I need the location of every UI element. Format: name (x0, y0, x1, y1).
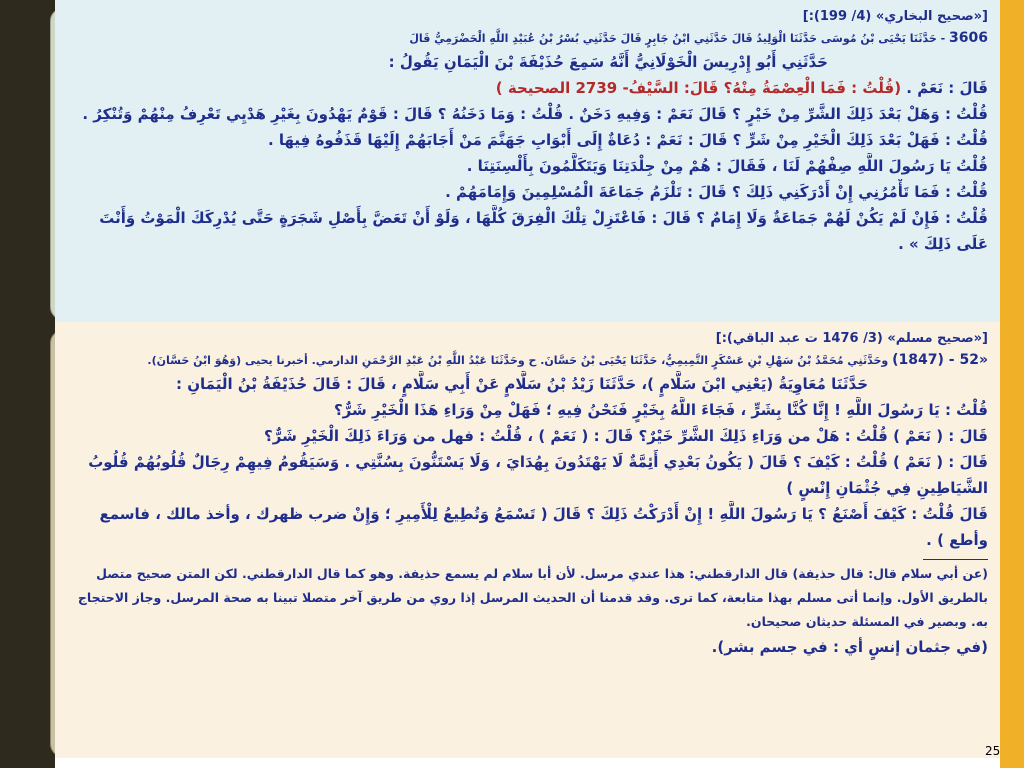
footnote-separator (923, 559, 988, 560)
hadith-number: 3606 (949, 30, 988, 46)
footnote-2: (في جثمان إنسٍ أي : في جسم بشر). (711, 638, 988, 656)
bukhari-isnad: حَدَّثَنَا يَحْيَى بْنُ مُوسَى حَدَّثَنَا الْوَلِيدُ قَالَ حَدَّثَنِي ابْنُ جَابِرٍ قَالَ حَدَّثَنِي بُسْرُ بْنُ عُبَيْدِ اللَّهِ الْحَضْرَمِيُّ قَالَ (409, 32, 937, 45)
page-number: 25 (985, 744, 1001, 758)
bukhari-line-2 (67, 75, 988, 101)
muslim-panel (55, 322, 1000, 758)
left-dark-bar (0, 0, 55, 768)
bukhari-source: [«صحيح البخاري» (4/ 199):] (802, 9, 988, 24)
muslim-line-4: قَالَ : ( نَعَمْ ) قُلْتُ : كَيْفَ ؟ قَالَ ( يَكُونُ بَعْدِي أَئِمَّةٌ لَا يَهْتَدُونَ بِهُدَايَ ، وَلَا يَسْتَنُّونَ بِسُنَّتِي . وَسَيَقُومُ فِيهِمْ رِجَالٌ قُلُوبُهُمْ قُلُوبُ الشَّيَاطِينِ فِي جُثْمَانِ إِنْسٍ ) (88, 453, 988, 497)
muslim-line-1: حَدَّثَنَا مُعَاوِيَةُ (يَعْنِي ابْنَ سَلَّامٍ )، حَدَّثَنَا زَيْدُ بْنُ سَلَّامٍ عَنْ أَبِي سَلَّامٍ ، قَالَ : قَالَ حُذَيْفَةُ بْنُ الْيَمَانِ : (176, 375, 868, 393)
bukhari-line-5: قُلْتُ يَا رَسُولَ اللَّهِ صِفْهُمْ لَنَا ، فَقَالَ : هُمْ مِنْ جِلْدَتِنَا وَيَتَكَلَّمُونَ بِأَلْسِنَتِنَا . (466, 157, 988, 175)
muslim-line-2: قُلْتُ : يَا رَسُولَ اللَّهِ ! إِنَّا كُنَّا بِشَرٍّ ، فَجَاءَ اللَّهُ بِخَيْرٍ فَنَحْنُ فِيهِ ؛ فَهَلْ مِنْ وَرَاءِ هَذَا الْخَيْرِ شَرٌّ؟ (333, 401, 988, 419)
hadith-number: «52 - (1847) (892, 352, 988, 368)
bukhari-line-2a: قَالَ : نَعَمْ . (906, 79, 988, 97)
muslim-source: [«صحيح مسلم» (3/ 1476 ت عبد الباقي):] (715, 331, 988, 346)
bukhari-line-4: قُلْتُ : فَهَلْ بَعْدَ ذَلِكَ الْخَيْرِ مِنْ شَرٍّ ؟ قَالَ : نَعَمْ : دُعَاةٌ إِلَى أَبْوَابِ جَهَنَّمَ مَنْ أَجَابَهُمْ إِلَيْهَا قَذَفُوهُ فِيهَا . (267, 131, 988, 149)
muslim-isnad: وحَدَّثَنِي مُحَمَّدُ بْنُ سَهْلِ بْنِ عَسْكَرٍ التَّمِيمِيُّ، حَدَّثَنَا يَحْيَى بْنُ حَسَّانَ. ح وحَدَّثَنَا عَبْدُ اللَّهِ بْنُ عَبْدِ الرَّحْمَنِ الدارمي. أخبرنا يحيى (وَهُوَ ابْنُ حَسَّانَ). (147, 354, 889, 367)
bukhari-isnad-line: 3606 - حَدَّثَنَا يَحْيَى بْنُ مُوسَى حَدَّثَنَا الْوَلِيدُ قَالَ حَدَّثَنِي ابْنُ جَابِرٍ قَالَ حَدَّثَنِي بُسْرُ بْنُ عُبَيْدِ اللَّهِ الْحَضْرَمِيُّ قَالَ (409, 30, 988, 46)
bukhari-line-3: قُلْتُ : وَهَلْ بَعْدَ ذَلِكَ الشَّرِّ مِنْ خَيْرٍ ؟ قَالَ نَعَمْ : وَفِيهِ دَخَنٌ . قُلْتُ : وَمَا دَخَنُهُ ؟ قَالَ : قَوْمٌ يَهْدُونَ بِغَيْرِ هَدْيِي تَعْرِفُ مِنْهُمْ وَتُنْكِرُ . (82, 105, 988, 123)
muslim-isnad-line (67, 350, 988, 371)
muslim-line-3: قَالَ : ( نَعَمْ ) قُلْتُ : هَلْ من وَرَاءِ ذَلِكَ الشَّرِّ خَيْرٌ؟ قَالَ : ( نَعَمْ ) ، قُلْتُ : فهل من وَرَاءَ ذَلِكَ الْخَيْرِ شَرٌّ؟ (264, 427, 988, 445)
bukhari-line-2b: (قُلْتُ : فَمَا الْعِصْمَةُ مِنْهُ؟ قَالَ: السَّيْفُ- 2739 الصحيحة ) (495, 79, 902, 97)
bukhari-line-1: حَدَّثَنِي أَبُو إِدْرِيسَ الْخَوْلَانِيُّ أَنَّهُ سَمِعَ حُذَيْفَةَ بْنَ الْيَمَانِ يَقُولُ : (388, 53, 828, 71)
bukhari-line-7: قُلْتُ : فَإِنْ لَمْ يَكُنْ لَهُمْ جَمَاعَةٌ وَلَا إِمَامٌ ؟ قَالَ : فَاعْتَزِلْ تِلْكَ الْفِرَقَ كُلَّهَا ، وَلَوْ أَنْ تَعَضَّ بِأَصْلِ شَجَرَةٍ حَتَّى يُدْرِكَكَ الْمَوْتُ وَأَنْتَ عَلَى ذَلِكَ » . (99, 209, 988, 253)
bukhari-panel (55, 0, 1000, 322)
right-accent-bar (1000, 0, 1024, 768)
bukhari-line-6: قُلْتُ : فَمَا تَأْمُرُنِي إِنْ أَدْرَكَنِي ذَلِكَ ؟ قَالَ : تَلْزَمُ جَمَاعَةَ الْمُسْلِمِينَ وَإِمَامَهُمْ . (445, 183, 988, 201)
muslim-line-5: قَالَ قُلْتُ : كَيْفَ أَصْنَعُ ؟ يَا رَسُولَ اللَّهِ ! إِنْ أَدْرَكْتُ ذَلِكَ ؟ قَالَ ( تَسْمَعُ وَتُطِيعُ لِلْأَمِيرِ ؛ وَإِنْ ضرب ظهرك ، وأخذ مالك ، فاسمع وأطع ) . (99, 505, 988, 549)
footnote-1: (عن أبي سلام قال: قال حذيفة) قال الدارقطني: هذا عندي مرسل. لأن أبا سلام لم يسمع حذيفة. وهو كما قال الدارقطني. لكن المتن صحيح متصل بالطريق الأول. وإنما أتى مسلم بهذا متابعة، كما ترى. وقد قدمنا أن الحديث المرسل إذا روي من طريق آخر متصلا تبينا به صحة المرسل. وجاز الاحتجاج به. وبصير في المسئلة حديثان صحيحان. (77, 566, 988, 629)
